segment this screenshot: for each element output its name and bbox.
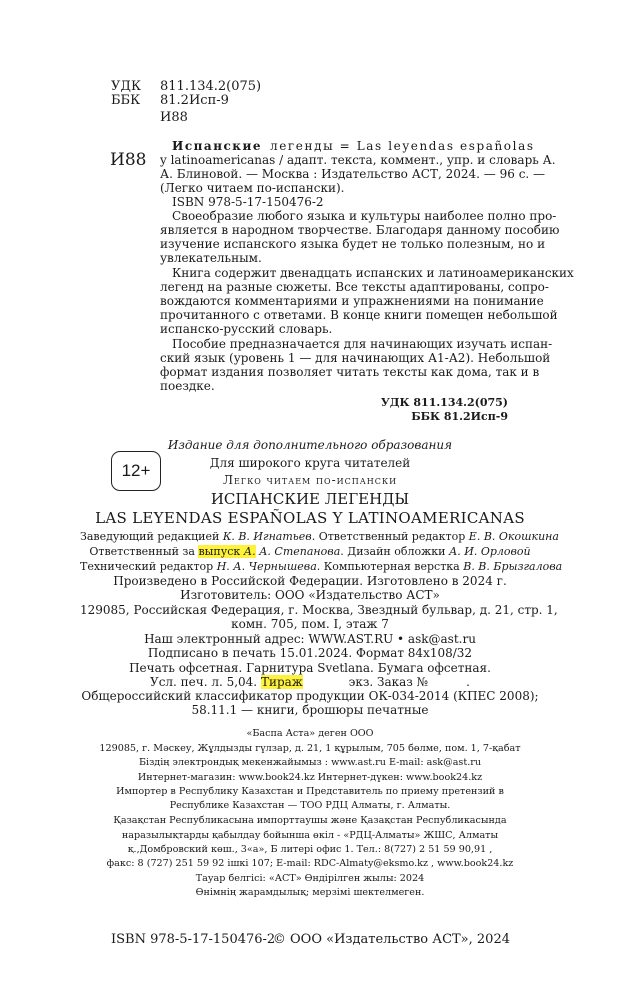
annotation-line: Книга содержит двенадцать испанских и латиноамериканских [172,266,574,280]
imprint-text: 58.11.1 — книги, брошюры печатные [191,703,429,717]
annotation-line: испанско-русский словарь. [160,322,333,336]
imprint-line [80,675,540,689]
imprint-text: А. И. Орловой [448,545,531,558]
imprint-text: . Ответственный редактор [311,530,469,543]
author-mark-large: И88 [110,150,147,170]
imprint-line [80,689,540,703]
footer-copyright: © ООО «Издательство АСТ», 2024 [272,932,510,947]
kazakh-imprint-line: Қазақстан Республикасына импорттаушы және Қазақстан Республикасында [113,815,507,826]
imprint-line [80,545,540,559]
udk-value: 811.134.2(075) [160,79,262,94]
age-rating-badge: 12+ [111,451,161,491]
imprint-line [80,661,540,675]
kazakh-imprint-line: Интернет-магазин: www.book24.kz Интернет-дүкен: www.book24.kz [137,772,483,783]
imprint-text: Н. А. Чернышева [216,560,317,573]
series-name: Легко читаем по-испански [222,473,398,487]
imprint-line [80,603,558,617]
kazakh-imprint-line: «Баспа Аста» деген ООО [246,728,374,739]
annotation-line: изучение испанского языка будет не только полезным, но и [160,237,546,251]
imprint-text: А. Степанова [255,545,341,558]
author-mark: И88 [160,110,188,125]
title-ru: ИСПАНСКИЕ ЛЕГЕНДЫ [210,490,410,508]
audience: Для широкого круга читателей [209,456,411,470]
imprint-text: Ответственный за [89,545,199,558]
imprint-text: Заведующий редакцией [80,530,223,543]
highlighted-text: А. [243,545,256,558]
imprint-text: Изготовитель: ООО «Издательство АСТ» [180,588,440,602]
annotation-line: (Легко читаем по-испански). [160,181,345,195]
imprint-text: 129085, Российская Федерация, г. Москва, Звездный бульвар, д. 21, стр. 1, [80,603,558,617]
highlighted-text: Тираж [260,675,303,689]
imprint-text: Печать офсетная. Гарнитура Svetlana. Бумага офсетная. [129,661,491,675]
highlighted-text: выпуск [198,545,244,558]
imprint-text: Произведено в Российской Федерации. Изготовлено в 2024 г. [113,574,507,588]
kazakh-imprint-line: Республике Казахстан — ТОО РДЦ Алматы, г. Алматы. [169,800,451,811]
annotation-line: ский язык (уровень 1 — для начинающих А1-А2). Небольшой [160,351,551,365]
kazakh-imprint-line: факс: 8 (727) 251 59 92 ішкі 107; E-mail: RDC-Almaty@eksmo.kz , www.book24.kz [106,858,514,869]
imprint-line [80,703,540,717]
annotation-title-line [172,139,535,153]
imprint-text: Усл. печ. л. 5,04. [150,675,261,689]
annotation-line: прочитанного с ответами. В конце книги помещен небольшой [160,308,558,322]
annotation-line: Пособие предназначается для начинающих изучать испан- [172,337,553,351]
annotation-line: легенды = Las leyendas españolas [270,139,535,153]
imprint-text: В. В. Брызгалова [463,560,563,573]
bbk-value: 81.2Исп-9 [160,93,229,108]
title-es: LAS LEYENDAS ESPAÑOLAS Y LATINOAMERICANAS [95,509,525,527]
imprint-text: экз. Заказ № . [302,675,470,689]
imprint-text: К. В. Игнатьев [222,530,312,543]
kazakh-imprint-line: қ.,Домбровский көш., 3«а», Б литері офис 1. Тел.: 8(727) 2 51 59 90,91 , [127,844,493,855]
imprint-line [80,632,540,646]
annotation-line: легенд на разные сюжеты. Все тексты адаптированы, сопро- [160,280,549,294]
imprint-text: Технический редактор [80,560,217,573]
annotation-line: является в народном творчестве. Благодаря данному пособию [160,223,560,237]
imprint-text: Общероссийский классификатор продукции ОК-034-2014 (КПЕС 2008); [81,689,539,703]
edition-type: Издание для дополнительного образования [167,438,453,452]
imprint-text: . Дизайн обложки [340,545,449,558]
kazakh-imprint-line: Импортер в Республику Казахстан и Представитель по приему претензий в [116,786,504,797]
annotation-line: ISBN 978-5-17-150476-2 [172,195,324,209]
annotation-line: вождаются комментариями и упражнениями на понимание [160,294,544,308]
annotation-line: А. Блиновой. — Москва : Издательство АСТ, 2024. — 96 с. — [160,167,546,181]
imprint-text: Наш электронный адрес: WWW.AST.RU • ask@ast.ru [144,632,476,646]
imprint-text: Е. В. Окошкина [468,530,559,543]
imprint-line [80,646,540,660]
udk-label: УДК [111,79,142,94]
annotation-line: увлекательным. [160,251,262,265]
kazakh-imprint-line: Өнімнің жарамдылық; мерзімі шектелмеген. [195,887,425,898]
kazakh-imprint-line: 129085, г. Мәскеу, Жұлдызды гүлзар, д. 21, 1 құрылым, 705 бөлме, пом. 1, 7-қабат [99,743,521,754]
udk-bold: УДК 811.134.2(075) [380,396,508,409]
imprint-text: Подписано в печать 15.01.2024. Формат 84x108/32 [147,646,473,660]
kazakh-imprint-line: Біздің электрондық мекенжайымыз : www.ast.ru E-mail: ask@ast.ru [138,757,482,768]
imprint-line [80,530,559,544]
annotation-line: y latinoamericanas / адапт. текста, коммент., упр. и словарь А. [160,153,556,167]
annotation-line: формат издания позволяет читать тексты как дома, так и в [160,365,540,379]
imprint-text: комн. 705, пом. I, этаж 7 [231,617,389,631]
kazakh-imprint-line: Тауар белгісі: «АСТ» Өндірілген жылы: 2024 [195,873,425,884]
annotation-line: поездке. [160,379,215,393]
imprint-line [80,588,540,602]
imprint-line [80,560,563,574]
annotation-title-bold: Испанские [172,139,262,153]
bbk-label: ББК [111,93,141,108]
imprint-text: . Компьютерная верстка [316,560,464,573]
annotation-line: Своеобразие любого языка и культуры наиболее полно про- [172,209,557,223]
kazakh-imprint-line: наразылықтарды қабылдау бойынша өкіл - «РДЦ-Алматы» ЖШС, Алматы [121,830,499,841]
bbk-bold: ББК 81.2Исп-9 [411,410,508,423]
imprint-line [80,617,540,631]
imprint-line [80,574,540,588]
footer-isbn: ISBN 978-5-17-150476-2 [111,932,276,947]
